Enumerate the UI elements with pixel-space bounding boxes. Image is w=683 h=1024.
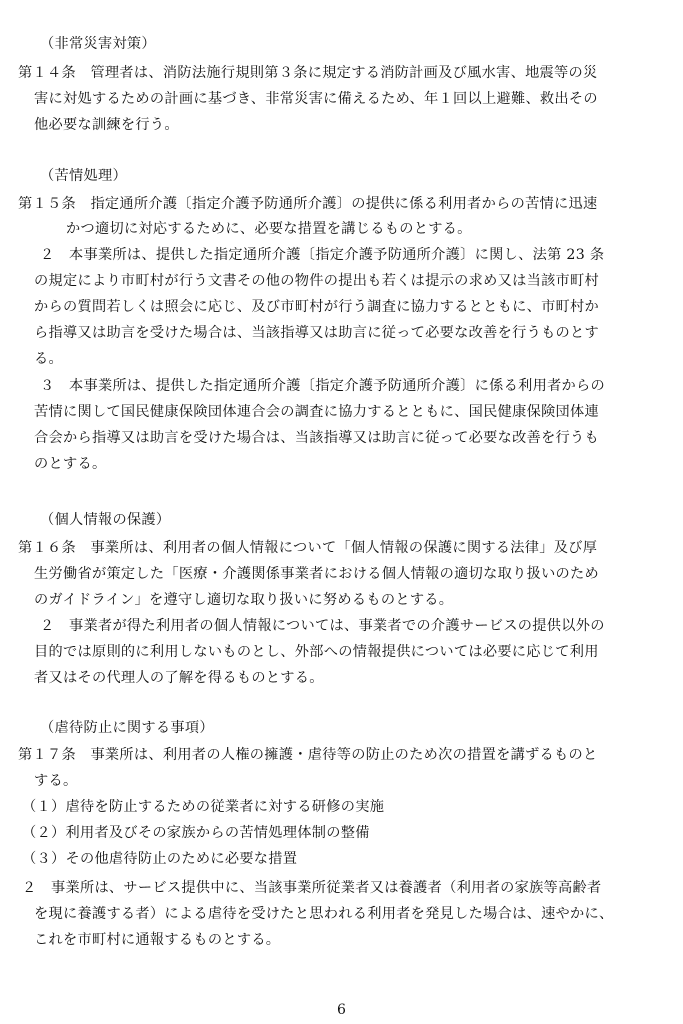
article-15-para2-line-2: の規定により市町村が行う文書その他の物件の提出も若くは提示の求め又は当該市町村 (34, 273, 600, 289)
article-17-item-2: （２）利用者及びその家族からの苦情処理体制の整備 (22, 825, 370, 841)
article-15-para3-line-4: のとする。 (34, 456, 107, 472)
article-16-para2-line-1: ２ 事業者が得た利用者の個人情報については、事業者での介護サービスの提供以外の (40, 618, 605, 634)
page-number: 6 (337, 1002, 346, 1018)
article-15-para2-line-1: ２ 本事業所は、提供した指定通所介護〔指定介護予防通所介護〕に関し、法第 23 条 (40, 247, 605, 263)
article-17-item-3: （３）その他虐待防止のために必要な措置 (22, 851, 298, 867)
article-16-line-1: 第１６条 事業所は、利用者の個人情報について「個人情報の保護に関する法律」及び厚 (18, 540, 598, 556)
article-17-line-1: 第１７条 事業所は、利用者の人権の擁護・虐待等の防止のため次の措置を講ずるものと (18, 747, 598, 763)
article-17-line-2: する。 (34, 773, 78, 789)
section-heading-disaster: （非常災害対策） (40, 36, 156, 52)
section-heading-privacy: （個人情報の保護） (40, 512, 171, 528)
article-16-para2-line-3: 者又はその代理人の了解を得るものとする。 (34, 670, 324, 686)
article-17-para2-line-2: を現に養護する者）による虐待を受けたと思われる利用者を発見した場合は、速やかに、 (34, 906, 614, 922)
article-14-line-2: 害に対処するための計画に基づき、非常災害に備えるため、年１回以上避難、救出その (34, 91, 598, 107)
article-16-line-2: 生労働省が策定した「医療・介護関係事業者における個人情報の適切な取り扱いのため (34, 566, 600, 582)
section-heading-complaints: （苦情処理） (40, 168, 127, 184)
article-14-line-3: 他必要な訓練を行う。 (34, 117, 179, 133)
article-17-para2-line-3: これを市町村に通報するものとする。 (34, 932, 281, 948)
article-15-para3-line-2: 苦情に関して国民健康保険団体連合会の調査に協力するとともに、国民健康保険団体連 (34, 404, 600, 420)
article-15-line-2: かつ適切に対応するために、必要な措置を講じるものとする。 (66, 221, 472, 237)
section-heading-abuse-prevention: （虐待防止に関する事項） (40, 720, 214, 736)
article-15-para3-line-1: ３ 本事業所は、提供した指定通所介護〔指定介護予防通所介護〕に係る利用者からの (40, 378, 606, 394)
article-15-para2-line-3: からの質問若しくは照会に応じ、及び市町村が行う調査に協力するとともに、市町村か (34, 299, 600, 315)
article-16-line-3: のガイドライン」を遵守し適切な取り扱いに努めるものとする。 (34, 592, 454, 608)
article-15-para2-line-5: る。 (34, 351, 63, 367)
article-17-para2-line-1: ２ 事業所は、サービス提供中に、当該事業所従業者又は養護者（利用者の家族等高齢者 (22, 880, 602, 896)
article-15-para3-line-3: 合会から指導又は助言を受けた場合は、当該指導又は助言に従って必要な改善を行うも (34, 430, 600, 446)
article-15-line-1: 第１５条 指定通所介護〔指定介護予防通所介護〕の提供に係る利用者からの苦情に迅速 (18, 196, 598, 212)
article-15-para2-line-4: ら指導又は助言を受けた場合は、当該指導又は助言に従って必要な改善を行うものとす (34, 325, 600, 341)
article-16-para2-line-2: 目的では原則的に利用しないものとし、外部への情報提供については必要に応じて利用 (34, 644, 599, 660)
article-17-item-1: （１）虐待を防止するための従業者に対する研修の実施 (22, 799, 385, 815)
article-14-line-1: 第１４条 管理者は、消防法施行規則第３条に規定する消防計画及び風水害、地震等の災 (18, 65, 598, 81)
